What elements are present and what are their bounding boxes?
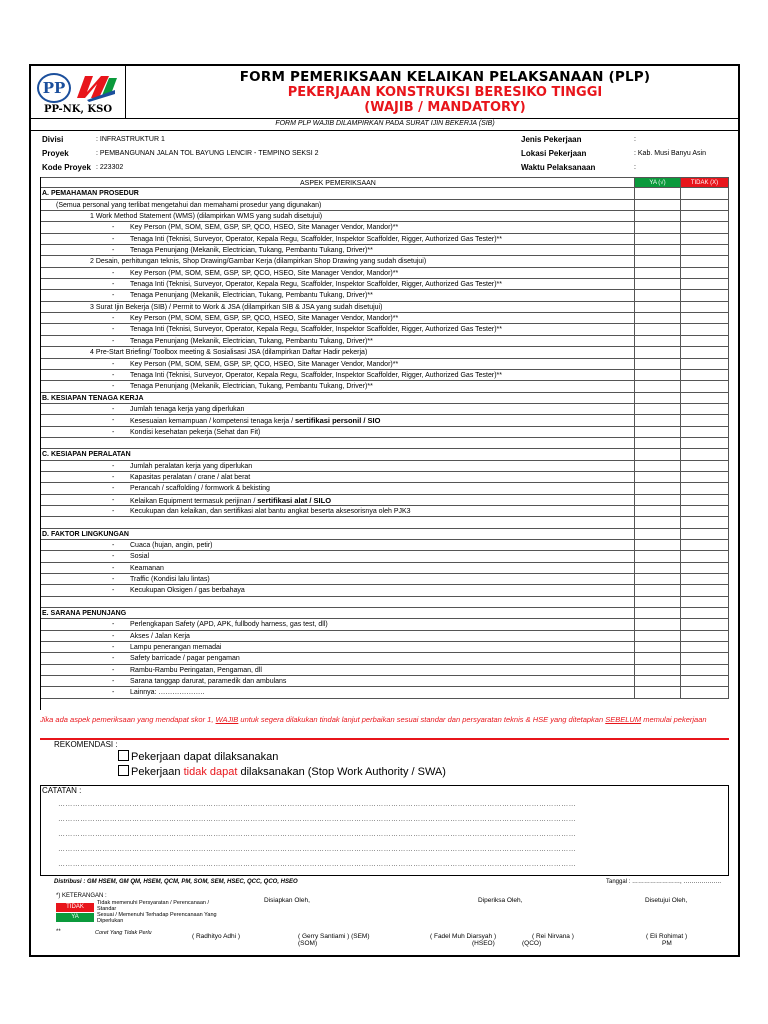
tidak-cell[interactable]	[680, 336, 729, 346]
ya-cell[interactable]	[634, 234, 680, 244]
note-sebelum: SEBELUM	[605, 715, 642, 724]
disetujui-label: Disetujui Oleh,	[645, 897, 688, 904]
tidak-cell[interactable]	[680, 279, 729, 289]
rekomendasi-label: REKOMENDASI :	[54, 740, 118, 749]
bullet: -	[112, 587, 115, 595]
table-row	[40, 370, 729, 381]
item-label: Traffic (Kondisi lalu lintas)	[130, 576, 210, 584]
signature-4-role: (QCO)	[522, 940, 542, 947]
ya-cell[interactable]	[634, 211, 680, 221]
catatan-line[interactable]: …………………………………………………………………………………………………………………………………………………………………………………………	[58, 846, 576, 853]
logo-text: PP-NK, KSO	[43, 104, 113, 115]
proyek-label: Proyek	[42, 149, 69, 158]
form-subtitle-red: PEKERJAAN KONSTRUKSI BERESIKO TINGGI	[287, 85, 603, 100]
jenis-pekerjaan-value[interactable]: :	[634, 136, 636, 143]
spacer-row	[40, 438, 729, 449]
signature-2: ( Gerry Santiami ) (SEM)	[298, 933, 370, 940]
catatan-label: CATATAN :	[42, 786, 82, 795]
kode-proyek-label: Kode Proyek	[42, 163, 91, 172]
table-row	[40, 653, 729, 664]
ya-cell[interactable]	[634, 290, 680, 300]
section-c	[40, 449, 729, 460]
table-row	[40, 313, 729, 324]
ya-cell[interactable]	[634, 619, 680, 629]
item-label: Lainnya: ………………..	[130, 689, 205, 697]
table-row	[40, 665, 729, 676]
lokasi-pekerjaan-label: Lokasi Pekerjaan	[521, 149, 587, 158]
ya-cell[interactable]	[634, 574, 680, 584]
ya-cell[interactable]	[634, 256, 680, 266]
distribusi-text: Distribusi : GM HSEM, GM QM, HSEM, QCM, PM, SOM, SEM, HSEC, QCC, QCO, HSEO	[54, 879, 298, 885]
ya-cell[interactable]	[634, 551, 680, 561]
header-ya: YA (√)	[634, 178, 680, 187]
ya-cell[interactable]	[634, 495, 680, 505]
option-tidak-label-red: tidak dapat	[183, 766, 238, 778]
table-row	[40, 211, 729, 222]
bullet: -	[112, 632, 115, 640]
table-row	[40, 427, 729, 438]
item-label: Kondisi kesehatan pekerja (Sehat dan Fit)	[130, 428, 261, 436]
tidak-cell[interactable]	[680, 563, 729, 573]
divisi-value[interactable]: : INFRASTRUKTUR 1	[96, 136, 165, 143]
bullet: -	[112, 269, 115, 277]
table-row	[40, 461, 729, 472]
tidak-cell[interactable]	[680, 256, 729, 266]
item-label: Lampu penerangan memadai	[130, 644, 222, 652]
table-row	[40, 676, 729, 687]
keterangan-label: *) KETERANGAN :	[56, 893, 107, 899]
ya-cell[interactable]	[634, 268, 680, 278]
tidak-cell[interactable]	[680, 359, 729, 369]
table-row	[40, 256, 729, 267]
note-text: memulai pekerjaan	[643, 715, 707, 724]
catatan-line[interactable]: …………………………………………………………………………………………………………………………………………………………………………………………	[58, 801, 576, 808]
disiapkan-label: Disiapkan Oleh,	[264, 897, 310, 904]
ya-cell[interactable]	[634, 483, 680, 493]
tidak-legend-desc: Tidak memenuhi Persyaratan / Perencanaan / Standar	[97, 900, 209, 912]
lokasi-pekerjaan-value[interactable]: : Kab. Musi Banyu Asin	[634, 150, 706, 157]
item-label: Tenaga Inti (Teknisi, Surveyor, Operator, Kepala Regu, Scaffolder, Inspektor Scaffolder, Rigger, Authorized Gas Tester)**	[130, 371, 502, 379]
ya-cell[interactable]	[634, 676, 680, 686]
item-label: Tenaga Penunjang (Mekanik, Electrician, Tukang, Pembantu Tukang, Driver)**	[130, 247, 373, 255]
bullet: -	[112, 360, 115, 368]
bullet: -	[112, 405, 115, 413]
table-row	[40, 472, 729, 483]
checkbox-tidak-dapat[interactable]	[118, 765, 129, 776]
a4-item: 4 Pre-Start Briefing/ Toolbox meeting & Sosialisasi JSA (dilampirkan Daftar Hadir pekerja)	[90, 349, 368, 357]
ya-cell[interactable]	[634, 245, 680, 255]
bullet: -	[112, 507, 115, 515]
table-row	[40, 336, 729, 347]
table-row	[40, 222, 729, 233]
section-b-title: B. KESIAPAN TENAGA KERJA	[42, 394, 144, 402]
table-row	[40, 585, 729, 596]
form-note-sib: FORM PLP WAJIB DILAMPIRKAN PADA SURAT IJIN BEKERJA (SIB)	[275, 120, 495, 127]
signature-1: ( Radhityo Adhi )	[192, 933, 241, 940]
item-label: Key Person (PM, SOM, SEM, GSP, SP, QCO, HSEO, Site Manager Vendor, Mandor)**	[130, 224, 399, 232]
tidak-cell[interactable]	[680, 302, 729, 312]
tidak-cell[interactable]	[680, 268, 729, 278]
ya-cell[interactable]	[634, 359, 680, 369]
bullet: -	[112, 666, 115, 674]
table-header-row	[40, 177, 729, 188]
form-title: FORM PEMERIKSAAN KELAIKAN PELAKSANAAN (PLP)	[239, 69, 651, 85]
ya-cell[interactable]	[634, 461, 680, 471]
catatan-line[interactable]: …………………………………………………………………………………………………………………………………………………………………………………………	[58, 861, 576, 868]
table-row	[40, 574, 729, 585]
item-label: Kelaikan Equipment termasuk perijinan /	[130, 497, 256, 505]
bullet: -	[112, 644, 115, 652]
section-d-title: D. FAKTOR LINGKUNGAN	[42, 530, 129, 538]
divisi-label: Divisi	[42, 135, 64, 144]
tidak-cell[interactable]	[680, 495, 729, 505]
a3-item: 3 Surat Ijin Bekerja (SIB) / Permit to Work & JSA (dilampirkan SIB & JSA yang sudah disetujui)	[90, 303, 383, 311]
a1-item: 1 Work Method Statement (WMS) (dilampirkan WMS yang sudah disetujui)	[90, 213, 323, 221]
item-label: Rambu-Rambu Peringatan, Pengaman, dll	[130, 666, 262, 674]
bullet: -	[112, 337, 115, 345]
option-tidak-label-b: dilaksanakan (Stop Work Authority / SWA)	[240, 766, 446, 778]
table-row	[40, 540, 729, 551]
kode-proyek-value[interactable]: : 223302	[96, 164, 124, 171]
section-c-title: C. KESIAPAN PERALATAN	[42, 451, 131, 459]
tidak-cell[interactable]	[680, 222, 729, 232]
bullet: -	[112, 655, 115, 663]
tidak-cell[interactable]	[680, 585, 729, 595]
tidak-cell[interactable]	[680, 381, 729, 391]
note-wajib: WAJIB	[215, 715, 239, 724]
signature-4: ( Rei Nirvana )	[532, 933, 574, 940]
table-row	[40, 642, 729, 653]
warning-note	[40, 715, 730, 725]
checkbox-dapat[interactable]	[118, 750, 129, 761]
table-row	[40, 404, 729, 415]
table-row	[40, 619, 729, 630]
spacer-row	[40, 597, 729, 608]
tidak-cell[interactable]	[680, 551, 729, 561]
item-label: Tenaga Penunjang (Mekanik, Electrician, Tukang, Pembantu Tukang, Driver)**	[130, 292, 373, 300]
bullet: -	[112, 428, 115, 436]
signature-3: ( Fadel Muh Diarsyah )	[430, 933, 497, 940]
option-tidak-label-a: Pekerjaan	[131, 766, 181, 778]
a2-item: 2 Desain, perhitungan teknis, Shop Drawing/Gambar Kerja (dilampirkan Shop Drawing yang sudah disetujui)	[90, 258, 427, 266]
ya-cell[interactable]	[634, 347, 680, 357]
table-row	[40, 359, 729, 370]
bullet: -	[112, 678, 115, 686]
bullet: -	[112, 621, 115, 629]
table-row	[40, 302, 729, 313]
item-label: Akses / Jalan Kerja	[130, 632, 190, 640]
tidak-cell[interactable]	[680, 619, 729, 629]
waktu-pelaksanaan-value[interactable]: :	[634, 164, 636, 171]
ya-cell[interactable]	[634, 631, 680, 641]
bullet: -	[112, 462, 115, 470]
ya-cell[interactable]	[634, 540, 680, 550]
catatan-line[interactable]: …………………………………………………………………………………………………………………………………………………………………………………………	[58, 831, 576, 838]
bullet: -	[112, 383, 115, 391]
ya-cell[interactable]	[634, 642, 680, 652]
inspection-table	[40, 177, 729, 699]
ya-cell[interactable]	[634, 324, 680, 334]
option-dapat[interactable]	[118, 750, 278, 763]
tidak-cell[interactable]	[680, 687, 729, 697]
signature-3-role: (HSEO)	[472, 940, 495, 947]
ya-cell[interactable]	[634, 302, 680, 312]
tidak-cell[interactable]	[680, 427, 729, 437]
jenis-pekerjaan-label: Jenis Pekerjaan	[521, 135, 582, 144]
tidak-cell[interactable]	[680, 483, 729, 493]
item-label: Jumlah tenaga kerja yang diperlukan	[130, 405, 245, 413]
tidak-cell[interactable]	[680, 313, 729, 323]
tanggal-field[interactable]: Tanggal : ……………………, ……………….	[606, 879, 722, 885]
section-e	[40, 608, 729, 619]
table-row	[40, 245, 729, 256]
section-d	[40, 529, 729, 540]
bullet: -	[112, 371, 115, 379]
bullet: -	[112, 235, 115, 243]
item-label: Tenaga Inti (Teknisi, Surveyor, Operator, Kepala Regu, Scaffolder, Inspektor Scaffolder, Rigger, Authorized Gas Tester)**	[130, 281, 502, 289]
bullet: -	[112, 496, 115, 504]
item-label: Key Person (PM, SOM, SEM, GSP, SP, QCO, HSEO, Site Manager Vendor, Mandor)**	[130, 269, 399, 277]
diperiksa-label: Diperiksa Oleh,	[478, 897, 523, 904]
bullet: -	[112, 576, 115, 584]
nk-logo-icon	[75, 72, 119, 102]
signature-5: ( Eli Rohimat )	[646, 933, 688, 940]
ya-cell[interactable]	[634, 427, 680, 437]
a-intro: (Semua personal yang terlibat mengetahui dan memahami prosedur yang digunakan)	[56, 201, 322, 209]
bullet: -	[112, 315, 115, 323]
table-row	[40, 290, 729, 301]
section-e-title: E. SARANA PENUNJANG	[42, 610, 127, 618]
item-label-bold: sertifikasi alat / SILO	[257, 495, 332, 505]
bullet: -	[112, 326, 115, 334]
table-row	[40, 687, 729, 698]
tidak-cell[interactable]	[680, 245, 729, 255]
table-row	[40, 415, 729, 426]
signature-5-role: PM	[662, 940, 672, 947]
ya-cell[interactable]	[634, 506, 680, 516]
table-row	[40, 495, 729, 506]
tidak-cell[interactable]	[680, 642, 729, 652]
tidak-cell[interactable]	[680, 324, 729, 334]
tidak-cell[interactable]	[680, 211, 729, 221]
table-row	[40, 279, 729, 290]
section-a	[40, 188, 729, 199]
bullet: -	[112, 417, 115, 425]
ya-legend-desc: Sesuai / Memenuhi Terhadap Perencanaan Yang Diperlukan	[97, 912, 217, 924]
item-label: Kecukupan Oksigen / gas berbahaya	[130, 587, 245, 595]
item-label: Cuaca (hujan, angin, petir)	[130, 542, 213, 549]
item-label: Tenaga Inti (Teknisi, Surveyor, Operator, Kepala Regu, Scaffolder, Inspektor Scaffolder, Rigger, Authorized Gas Tester)**	[130, 326, 502, 334]
ya-cell[interactable]	[634, 200, 680, 210]
item-label: Key Person (PM, SOM, SEM, GSP, SP, QCO, HSEO, Site Manager Vendor, Mandor)**	[130, 315, 399, 323]
tidak-cell[interactable]	[680, 461, 729, 471]
bullet: -	[112, 689, 115, 697]
bullet: -	[112, 564, 115, 572]
tidak-cell[interactable]	[680, 653, 729, 663]
tidak-cell[interactable]	[680, 234, 729, 244]
ya-cell[interactable]	[634, 653, 680, 663]
item-label: Jumlah peralatan kerja yang diperlukan	[130, 462, 253, 470]
option-tidak-dapat[interactable]	[118, 765, 446, 778]
company-logo	[31, 66, 125, 118]
ya-cell[interactable]	[634, 370, 680, 380]
ya-cell[interactable]	[634, 687, 680, 697]
pp-logo-icon: PP	[37, 73, 71, 103]
stars-note: **	[56, 929, 61, 935]
catatan-line[interactable]: …………………………………………………………………………………………………………………………………………………………………………………………	[58, 816, 576, 823]
tidak-legend-badge: TIDAK	[56, 903, 94, 912]
bullet: -	[112, 292, 115, 300]
tidak-cell[interactable]	[680, 290, 729, 300]
item-label: Keamanan	[130, 564, 164, 572]
table-row	[40, 506, 729, 517]
item-label: Perlengkapan Safety (APD, APK, fullbody harness, gas test, dll)	[130, 621, 328, 629]
item-label: Sarana tanggap darurat, paramedik dan ambulans	[130, 678, 287, 686]
tidak-cell[interactable]	[680, 415, 729, 425]
item-label: Kecukupan dan kelaikan, dan sertifikasi alat bantu angkat beserta aksesorisnya oleh PJK3	[130, 507, 411, 515]
spacer-row	[40, 517, 729, 528]
section-a-title: A. PEMAHAMAN PROSEDUR	[42, 190, 139, 198]
ya-cell[interactable]	[634, 336, 680, 346]
coret-note: Coret Yang Tidak Perlu	[95, 930, 152, 936]
tidak-cell[interactable]	[680, 370, 729, 380]
option-dapat-label: Pekerjaan dapat dilaksanakan	[131, 751, 279, 763]
tidak-cell[interactable]	[680, 347, 729, 357]
item-label-bold: sertifikasi personil / SIO	[295, 416, 381, 426]
ya-cell[interactable]	[634, 313, 680, 323]
ya-cell[interactable]	[634, 279, 680, 289]
tidak-cell[interactable]	[680, 665, 729, 675]
form-mandatory-label: (WAJIB / MANDATORY)	[364, 100, 526, 115]
note-text: untuk segera dilakukan tindak lanjut perbaikan sesuai standar dan persyaratan teknis & HSE yang ditetapkan	[240, 715, 604, 724]
ya-cell[interactable]	[634, 404, 680, 414]
tidak-cell[interactable]	[680, 472, 729, 482]
proyek-value[interactable]: : PEMBANGUNAN JALAN TOL BAYUNG LENCIR - TEMPINO SEKSI 2	[96, 150, 319, 157]
table-row	[40, 234, 729, 245]
ya-cell[interactable]	[634, 563, 680, 573]
ya-cell[interactable]	[634, 585, 680, 595]
ya-cell[interactable]	[634, 665, 680, 675]
item-label: Kesesuaian kemampuan / kompetensi tenaga kerja /	[130, 418, 294, 426]
section-b	[40, 393, 729, 404]
tidak-cell[interactable]	[680, 540, 729, 550]
table-row	[40, 563, 729, 574]
table-row	[40, 200, 729, 211]
bullet: -	[112, 281, 115, 289]
bullet: -	[112, 247, 115, 255]
table-row	[40, 268, 729, 279]
bullet: -	[112, 485, 115, 493]
tidak-cell[interactable]	[680, 200, 729, 210]
item-label: Tenaga Inti (Teknisi, Surveyor, Operator, Kepala Regu, Scaffolder, Inspektor Scaffolder, Rigger, Authorized Gas Tester)**	[130, 235, 502, 243]
table-row	[40, 483, 729, 494]
table-row	[40, 381, 729, 392]
item-label: Tenaga Penunjang (Mekanik, Electrician, Tukang, Pembantu Tukang, Driver)**	[130, 337, 373, 345]
tidak-cell[interactable]	[680, 574, 729, 584]
ya-cell[interactable]	[634, 222, 680, 232]
tidak-cell[interactable]	[680, 676, 729, 686]
item-label: Perancah / scaffolding / formwork & bekisting	[130, 485, 270, 493]
header-tidak: TIDAK (X)	[680, 178, 729, 187]
bullet: -	[112, 553, 115, 561]
item-label: Safety barricade / pagar pengaman	[130, 655, 240, 663]
ya-cell[interactable]	[634, 472, 680, 482]
item-label: Tenaga Penunjang (Mekanik, Electrician, Tukang, Pembantu Tukang, Driver)**	[130, 383, 373, 391]
tidak-cell[interactable]	[680, 506, 729, 516]
table-row	[40, 551, 729, 562]
signature-2-role: (SOM)	[298, 940, 318, 947]
note-text: Jika ada aspek pemeriksaan yang mendapat skor 1,	[40, 715, 214, 724]
table-row	[40, 631, 729, 642]
table-row	[40, 347, 729, 358]
bullet: -	[112, 224, 115, 232]
item-label: Sosial	[130, 553, 150, 561]
header-aspek: ASPEK PEMERIKSAAN	[300, 180, 376, 187]
waktu-pelaksanaan-label: Waktu Pelaksanaan	[521, 163, 596, 172]
item-label: Key Person (PM, SOM, SEM, GSP, SP, QCO, HSEO, Site Manager Vendor, Mandor)**	[130, 360, 399, 368]
tidak-cell[interactable]	[680, 404, 729, 414]
table-row	[40, 324, 729, 335]
ya-cell[interactable]	[634, 381, 680, 391]
bullet: -	[112, 542, 115, 549]
ya-legend-badge: YA	[56, 913, 94, 922]
bullet: -	[112, 473, 115, 481]
ya-cell[interactable]	[634, 415, 680, 425]
item-label: Kapasitas peralatan / crane / alat berat	[130, 473, 251, 481]
tidak-cell[interactable]	[680, 631, 729, 641]
